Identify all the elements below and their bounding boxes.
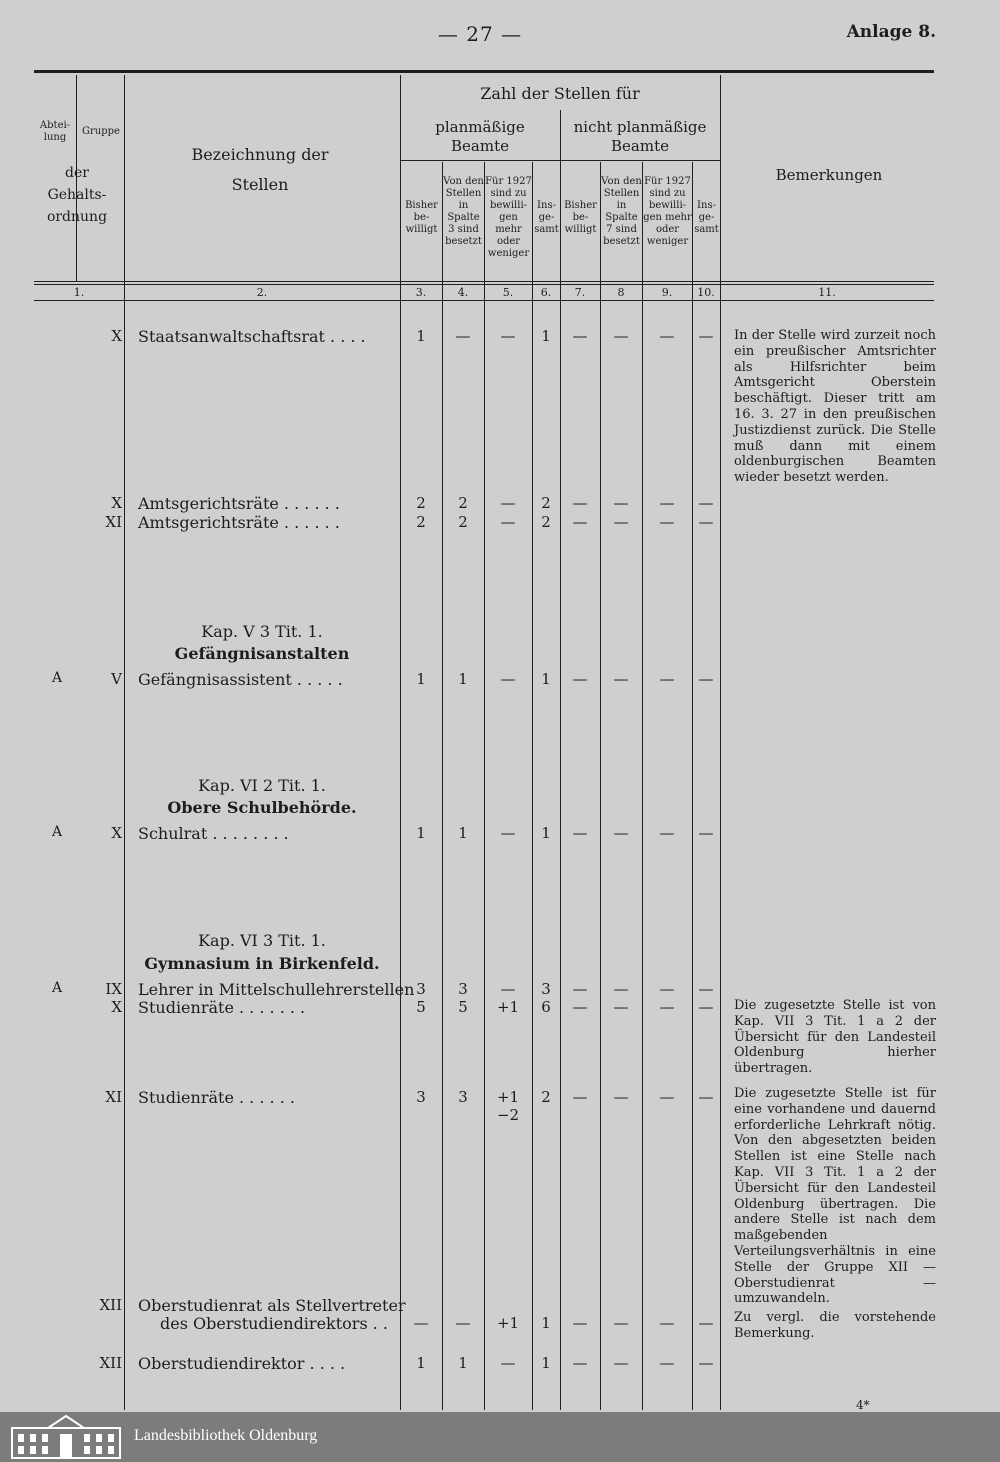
- row-c8: —: [613, 494, 629, 512]
- row-c9: —: [659, 1314, 675, 1332]
- row-c4: 3: [458, 980, 468, 998]
- header-von-den-3: Von den Stellen in Spalte 3 sind besetzt: [443, 176, 484, 247]
- row-c9: —: [659, 1088, 675, 1106]
- row-gruppe: XII: [99, 1354, 122, 1372]
- row-c5: —: [500, 494, 516, 512]
- sheet-signature: 4*: [856, 1398, 870, 1412]
- row-c9: —: [659, 327, 675, 345]
- row-description-cont: des Oberstudiendirektors . .: [160, 1314, 388, 1333]
- row-c6: 1: [541, 327, 551, 345]
- row-c10: —: [698, 824, 714, 842]
- row-c10: —: [698, 327, 714, 345]
- row-c5-second: −2: [496, 1106, 520, 1124]
- row-c9: —: [659, 1354, 675, 1372]
- row-c8: —: [613, 327, 629, 345]
- header-gehaltsordnung: der Gehalts- ordnung: [46, 165, 108, 225]
- row-description: Oberstudienrat als Stellvertreter: [138, 1296, 406, 1315]
- row-c7: —: [572, 1314, 588, 1332]
- row-description: Amtsgerichtsräte . . . . . .: [138, 513, 340, 532]
- remark: Zu vergl. die vorstehende Bemerkung.: [734, 1310, 936, 1341]
- row-c3: 1: [416, 327, 426, 345]
- row-c8: —: [613, 1354, 629, 1372]
- row-c6: 1: [541, 824, 551, 842]
- row-gruppe: V: [111, 670, 122, 688]
- row-description: Gefängnisassistent . . . . .: [138, 670, 343, 689]
- col-line-7: [600, 162, 601, 1410]
- col-number: 4.: [457, 286, 469, 299]
- row-c8: —: [613, 670, 629, 688]
- header-planmaessige: planmäßige Beamte: [435, 118, 525, 155]
- row-c5: +1: [496, 1314, 520, 1332]
- row-c4: 2: [458, 513, 468, 531]
- row-c5: —: [500, 513, 516, 531]
- row-gruppe: X: [111, 998, 122, 1016]
- row-gruppe: X: [111, 327, 122, 345]
- row-c10: —: [698, 670, 714, 688]
- row-c6: 6: [541, 998, 551, 1016]
- row-c4: 5: [458, 998, 468, 1016]
- row-description: Oberstudiendirektor . . . .: [138, 1354, 346, 1373]
- header-insgesamt-6: Ins- ge- samt: [534, 200, 559, 235]
- row-gruppe: X: [111, 494, 122, 512]
- row-abteilung: A: [51, 670, 63, 686]
- row-c3: 3: [416, 980, 426, 998]
- header-bemerkungen: Bemerkungen: [775, 166, 883, 184]
- section-title: Gymnasium in Birkenfeld.: [144, 954, 380, 973]
- row-c7: —: [572, 1088, 588, 1106]
- row-c6: 1: [541, 1314, 551, 1332]
- row-c3: 1: [416, 824, 426, 842]
- row-c3: 2: [416, 494, 426, 512]
- row-c10: —: [698, 494, 714, 512]
- row-gruppe: XI: [105, 513, 122, 531]
- col-number: 7.: [574, 286, 586, 299]
- row-c10: —: [698, 513, 714, 531]
- row-c5: +1: [496, 998, 520, 1016]
- header-bezeichnung: Bezeichnung der Stellen: [191, 145, 329, 194]
- col-number: 8: [617, 286, 625, 299]
- col-number: 3.: [415, 286, 427, 299]
- col-line-5: [532, 162, 533, 1410]
- col-line-6: [560, 110, 561, 1410]
- row-c3: 1: [416, 1354, 426, 1372]
- remark: Die zugesetzte Stelle ist von Kap. VII 3 Tit. 1 a 2 der Übersicht für den Landesteil Oldenburg hierher übertragen.: [734, 998, 936, 1077]
- row-c5: —: [500, 824, 516, 842]
- header-gruppe: Gruppe: [82, 126, 120, 137]
- row-c10: —: [698, 1314, 714, 1332]
- remark: In der Stelle wird zurzeit noch ein preußischer Amtsrichter als Hilfsrichter beim Amtsgericht Oberstein beschäftigt. Dieser tritt am 16. 3. 27 in den preußischen Justizdienst zurück. Die Stelle muß dann mit einem oldenburgischen Beamten wieder besetzt werden.: [734, 328, 936, 486]
- row-c5: —: [500, 980, 516, 998]
- header-bisher-3: Bisher be- willigt: [405, 200, 438, 235]
- row-c7: —: [572, 998, 588, 1016]
- row-c8: —: [613, 824, 629, 842]
- row-c7: —: [572, 1354, 588, 1372]
- row-gruppe: X: [111, 824, 122, 842]
- row-c6: 1: [541, 1354, 551, 1372]
- remark: Die zugesetzte Stelle ist für eine vorhandene und dauernd erforderliche Lehrkraft nötig. Von den abgesetzten beiden Stellen ist eine Stelle nach Kap. VII 3 Tit. 1 a 2 der Übersicht für den Landesteil Oldenburg übertragen. Die andere Stelle ist nach dem maßgebenden Verteilungsverhältnis in eine Stelle der Gruppe XII — Oberstudienrat — umzuwandeln.: [734, 1086, 936, 1307]
- row-c7: —: [572, 494, 588, 512]
- row-c8: —: [613, 513, 629, 531]
- header-zahl: Zahl der Stellen für: [480, 84, 640, 103]
- row-c9: —: [659, 980, 675, 998]
- header-abteilung: Abtei- lung: [39, 120, 71, 143]
- row-description: Amtsgerichtsräte . . . . . .: [138, 494, 340, 513]
- section-title: Gefängnisanstalten: [174, 644, 350, 663]
- row-c7: —: [572, 513, 588, 531]
- row-c7: —: [572, 824, 588, 842]
- row-c4: —: [455, 1314, 471, 1332]
- row-c4: 2: [458, 494, 468, 512]
- row-c5: —: [500, 327, 516, 345]
- row-c6: 2: [541, 1088, 551, 1106]
- col-line-8: [642, 162, 643, 1410]
- row-c8: —: [613, 1088, 629, 1106]
- header-bisher-7: Bisher be- willigt: [564, 200, 597, 235]
- row-c4: 3: [458, 1088, 468, 1106]
- row-c6: 3: [541, 980, 551, 998]
- row-c4: —: [455, 327, 471, 345]
- row-c10: —: [698, 998, 714, 1016]
- row-c4: 1: [458, 824, 468, 842]
- col-number: 2.: [256, 286, 268, 299]
- col-line-4: [484, 162, 485, 1410]
- row-c7: —: [572, 670, 588, 688]
- section-title: Obere Schulbehörde.: [167, 798, 357, 817]
- row-c8: —: [613, 1314, 629, 1332]
- row-c8: —: [613, 998, 629, 1016]
- row-c6: 2: [541, 494, 551, 512]
- row-description: Studienräte . . . . . . .: [138, 998, 306, 1017]
- col-number: 10.: [697, 286, 715, 299]
- col-line-3: [442, 162, 443, 1410]
- header-fuer-1927-5: Für 1927 sind zu bewilli- gen mehr oder weniger: [485, 176, 532, 259]
- col-number: 5.: [502, 286, 514, 299]
- row-description: Lehrer in Mittelschullehrerstellen: [138, 980, 415, 999]
- top-rule: [34, 70, 934, 73]
- row-c5: —: [500, 670, 516, 688]
- row-c9: —: [659, 670, 675, 688]
- col-line-9: [692, 162, 693, 1410]
- row-c9: —: [659, 513, 675, 531]
- row-c9: —: [659, 998, 675, 1016]
- section-kap: Kap. VI 3 Tit. 1.: [198, 931, 326, 950]
- row-description: Schulrat . . . . . . . .: [138, 824, 289, 843]
- header-nicht-planmaessige: nicht planmäßige Beamte: [573, 118, 707, 155]
- row-c7: —: [572, 327, 588, 345]
- anlage-label: Anlage 8.: [846, 22, 936, 42]
- row-c9: —: [659, 494, 675, 512]
- row-description: Studienräte . . . . . .: [138, 1088, 295, 1107]
- header-insgesamt-10: Ins- ge- samt: [694, 200, 719, 235]
- row-gruppe: IX: [105, 980, 122, 998]
- col-line-10: [720, 75, 721, 1410]
- row-description: Staatsanwaltschaftsrat . . . .: [138, 327, 366, 346]
- row-c5: —: [500, 1354, 516, 1372]
- page-number: — 27 —: [437, 22, 523, 46]
- section-kap: Kap. V 3 Tit. 1.: [201, 622, 323, 641]
- row-c6: 2: [541, 513, 551, 531]
- row-c9: —: [659, 824, 675, 842]
- row-c7: —: [572, 980, 588, 998]
- footer-library-name: Landesbibliothek Oldenburg: [134, 1427, 318, 1444]
- row-c10: —: [698, 1088, 714, 1106]
- row-c8: —: [613, 980, 629, 998]
- row-c5: +1: [496, 1088, 520, 1106]
- col-number: 1.: [73, 286, 85, 299]
- row-gruppe: XII: [99, 1296, 122, 1314]
- header-von-den-7: Von den Stellen in Spalte 7 sind besetzt: [601, 176, 642, 247]
- row-c3: —: [413, 1314, 429, 1332]
- row-c4: 1: [458, 670, 468, 688]
- row-c3: 1: [416, 670, 426, 688]
- col-line-desc: [400, 75, 401, 1410]
- col-number: 11.: [818, 286, 836, 299]
- row-abteilung: A: [51, 980, 63, 996]
- row-c10: —: [698, 1354, 714, 1372]
- row-c6: 1: [541, 670, 551, 688]
- row-c10: —: [698, 980, 714, 998]
- row-c3: 3: [416, 1088, 426, 1106]
- library-building-icon: [8, 1414, 124, 1460]
- row-c4: 1: [458, 1354, 468, 1372]
- col-line-grp: [124, 75, 125, 1410]
- header-fuer-1927-9: Für 1927 sind zu bewilli- gen mehr oder weniger: [643, 176, 692, 247]
- row-gruppe: XI: [105, 1088, 122, 1106]
- row-c3: 5: [416, 998, 426, 1016]
- section-kap: Kap. VI 2 Tit. 1.: [198, 776, 326, 795]
- row-c3: 2: [416, 513, 426, 531]
- col-number: 9.: [661, 286, 673, 299]
- col-number: 6.: [540, 286, 552, 299]
- row-abteilung: A: [51, 824, 63, 840]
